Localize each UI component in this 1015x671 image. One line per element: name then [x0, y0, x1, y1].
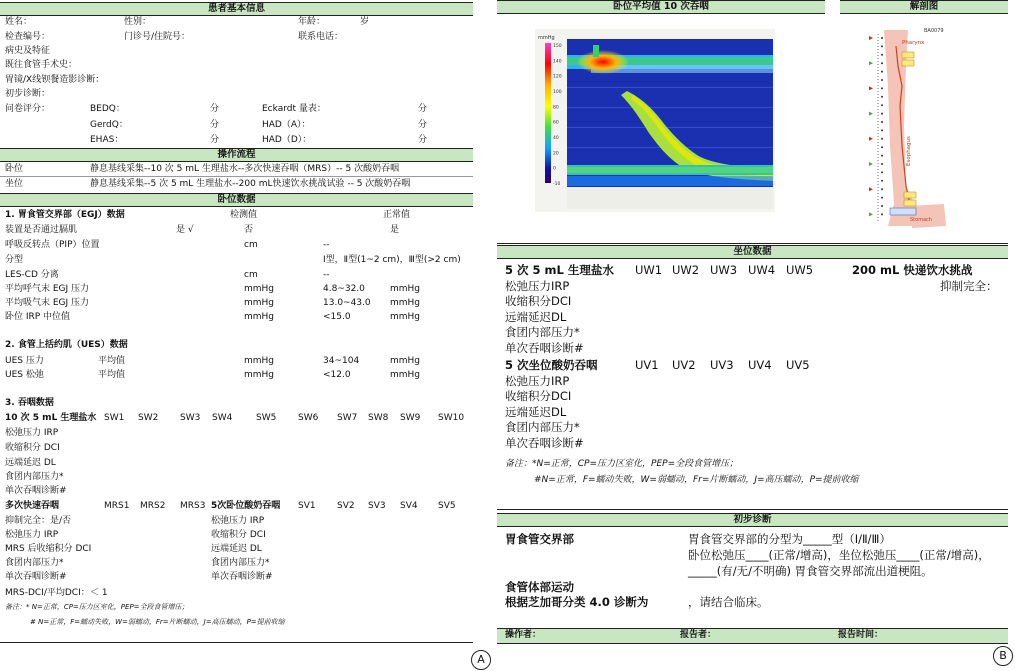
colorbar-ticks	[553, 43, 562, 187]
uw-col-4: UW4	[748, 263, 776, 277]
sw-row-1: 松弛压力 IRP	[5, 428, 59, 438]
exp-pressure-range: 4.8~32.0	[323, 284, 365, 294]
mrs-row-5: 单次吞咽诊断#	[5, 572, 67, 582]
sensor-dot	[881, 129, 883, 131]
panel-label-b: B	[993, 646, 1013, 666]
ues-relax-label: UES 松弛	[5, 370, 44, 380]
sv-row-5: 单次吞咽诊断#	[211, 572, 273, 582]
sw-col-8: SW8	[368, 413, 389, 423]
insp-pressure-range-unit: mmHg	[390, 298, 421, 308]
ratio-value: ＜ 1	[90, 588, 108, 598]
bedq-label: BEDQ：	[90, 104, 125, 114]
sw-col-2: SW2	[138, 413, 159, 423]
sv-row-3: 远端延迟 DL	[211, 544, 262, 554]
insp-pressure-label: 平均吸气末 EGJ 压力	[5, 298, 90, 308]
ues-pressure-label: UES 压力	[5, 356, 44, 366]
sensor-dot	[881, 188, 883, 190]
ues-relax-range-unit: mmHg	[390, 370, 421, 380]
lescd-normal: --	[323, 270, 330, 280]
sensor-dot	[881, 121, 883, 123]
uv-col-2: UV2	[672, 358, 696, 372]
sw-col-3: SW3	[180, 413, 201, 423]
ehas-label: EHAS：	[90, 135, 124, 145]
uw-col-2: UW2	[672, 263, 700, 277]
water-challenge-title: 200 mL 快递饮水挑战	[852, 263, 973, 277]
ues-hotspot	[577, 50, 629, 74]
mrs-row-3: MRS 后收缩积分 DCI	[5, 544, 92, 554]
gerdq-unit: 分	[210, 120, 220, 130]
sv-row-2: 收缩积分 DCI	[211, 530, 266, 540]
egj-dx-line-1: 胃食管交界部的分型为_____型（Ⅰ/Ⅱ/Ⅲ）	[688, 532, 891, 546]
eckardt-label: Eckardt 量表：	[262, 104, 326, 114]
sensor-dot	[881, 155, 883, 157]
exp-pressure-unit: mmHg	[244, 284, 275, 294]
uv-row-4: 食团内部压力*	[505, 420, 580, 434]
sensor-dot	[881, 213, 883, 215]
uv-col-1: UV1	[635, 358, 659, 372]
age-label: 年龄：	[298, 17, 326, 27]
sensor-dot	[881, 71, 883, 73]
esophagus-label: Esophagus	[906, 136, 912, 166]
uw-col-5: UW5	[786, 263, 814, 277]
egj-dx-label: 胃食管交界部	[505, 532, 574, 546]
uw-row-3: 远端延迟DL	[505, 310, 567, 324]
exp-pressure-range-unit: mmHg	[390, 284, 421, 294]
sensor-dot	[881, 87, 883, 89]
sensor-marker	[869, 86, 873, 90]
colorbar-tick-3: 120	[553, 74, 562, 80]
swallow-section-title: 3. 吞咽数据	[5, 398, 54, 408]
sitting-procedure: 静息基线采集--5 次 5 mL 生理盐水--200 mL快速饮水挑战试验 -- 5 次酸奶吞咽	[90, 179, 411, 189]
uv-col-5: UV5	[786, 358, 810, 372]
ehas-unit: 分	[210, 135, 220, 145]
lescd-unit: cm	[244, 270, 258, 280]
pip-normal: --	[323, 240, 330, 250]
dx-header: 初步诊断	[497, 513, 1008, 527]
type-label: 分型	[5, 255, 24, 265]
body-dx-label-1: 食管体部运动	[505, 580, 574, 594]
sw-col-9: SW9	[400, 413, 421, 423]
sensor-marker	[869, 212, 873, 216]
sensor-dot	[881, 113, 883, 115]
colorbar-tick-9: 0	[553, 166, 556, 172]
ues-pressure-unit: mmHg	[244, 356, 275, 366]
sw-row-5: 单次吞咽诊断#	[5, 486, 67, 496]
type-values: Ⅰ型，Ⅱ型(1~2 cm)，Ⅲ型(>2 cm)	[323, 255, 461, 265]
surgery-label: 既往食管手术史：	[5, 60, 78, 70]
insp-pressure-range: 13.0~43.0	[323, 298, 371, 308]
name-label: 姓名：	[5, 17, 33, 27]
sensor-dot	[881, 180, 883, 182]
ues-relax-range: <12.0	[323, 370, 351, 380]
basic-info-header: 患者基本信息	[0, 2, 473, 16]
irp-median-unit: mmHg	[244, 312, 275, 322]
uw-col-3: UW3	[710, 263, 738, 277]
reporter-label: 报告者：	[680, 630, 717, 640]
anatomy-id: BA0079	[924, 28, 944, 34]
sensor-marker	[869, 137, 873, 141]
sensor-dot	[881, 146, 883, 148]
sensor-dot	[881, 62, 883, 64]
sw-col-4: SW4	[212, 413, 233, 423]
topography-header: 卧位平均值 10 次吞咽	[497, 0, 825, 14]
mrs-col-3: MRS3	[180, 501, 206, 511]
pharynx-label: Pharynx	[902, 40, 925, 46]
sitting-data-header: 坐位数据	[497, 245, 1008, 259]
sensor-marker	[869, 162, 873, 166]
uw-col-1: UW1	[635, 263, 663, 277]
sv-row-1: 松弛压力 IRP	[211, 516, 265, 526]
gerdq-label: GerdQ：	[90, 120, 128, 130]
anatomy-figure	[866, 26, 948, 231]
history-label: 病史及特征	[5, 46, 51, 56]
ues-relax-unit: mmHg	[244, 370, 275, 380]
sv-row-4: 食团内部压力*	[211, 558, 270, 568]
operator-label: 操作者：	[505, 630, 542, 640]
sensor-dot	[881, 205, 883, 207]
colorbar-tick-5: 80	[553, 105, 559, 111]
irp-median-range-unit: mmHg	[390, 312, 421, 322]
sw-row-2: 收缩积分 DCI	[5, 443, 60, 453]
sw-col-5: SW5	[256, 413, 277, 423]
uv-row-1: 松弛压力IRP	[505, 374, 570, 388]
phone-label: 联系电话：	[298, 32, 344, 42]
had-d-label: HAD（D）：	[262, 135, 312, 145]
sensor-dot	[881, 171, 883, 173]
had-a-unit: 分	[418, 120, 428, 130]
crossing-no: 否	[244, 225, 254, 235]
sensor-dot	[881, 79, 883, 81]
questionnaire-label: 问卷评分：	[5, 104, 51, 114]
colorbar-tick-1: 150	[553, 44, 562, 49]
bedq-unit: 分	[210, 104, 220, 114]
lescd-label: LES-CD 分离	[5, 270, 59, 280]
sensor-marker	[869, 36, 873, 40]
sensor-dot	[881, 45, 883, 47]
right-note-2: #N=正常，F=蠕动失败，W=弱蠕动，Fr=片断蠕动，J=高压蠕动，P=提前收缩	[534, 475, 859, 485]
colorbar-tick-8: 20	[553, 151, 559, 157]
mrs-col-1: MRS1	[104, 501, 130, 511]
ues-pressure-range: 34~104	[323, 356, 360, 366]
ues-relax-mean: 平均值	[98, 370, 126, 380]
ues-section-title: 2. 食管上括约肌（UES）数据	[5, 340, 128, 350]
exp-pressure-label: 平均呼气末 EGJ 压力	[5, 284, 90, 294]
mrs-col-2: MRS2	[140, 501, 166, 511]
irp-median-label: 卧位 IRP 中位值	[5, 312, 71, 322]
sv-col-5: SV5	[438, 501, 456, 511]
colorbar-tick-10: -10	[553, 182, 561, 187]
age-unit: 岁	[360, 17, 370, 27]
inhibit-label: 抑制完全：	[940, 279, 998, 293]
colorbar-unit: mmHg	[538, 35, 555, 41]
anatomy-header: 解剖图	[840, 0, 1008, 14]
sensor-marker	[869, 61, 873, 65]
uw-row-1: 松弛压力IRP	[505, 279, 570, 293]
pressure-topography-plot	[535, 29, 775, 212]
exam-no-label: 检查编号：	[5, 32, 51, 42]
sensor-dot	[881, 96, 883, 98]
sensor-dot	[881, 163, 883, 165]
uv-row-5: 单次吞咽诊断#	[505, 436, 584, 450]
sw-row-3: 远端延迟 DL	[5, 458, 56, 468]
detected-header: 检测值	[230, 210, 258, 220]
crossing-label: 装置是否通过膈肌	[5, 225, 78, 235]
sw-col-6: SW6	[298, 413, 319, 423]
irp-median-range: <15.0	[323, 312, 351, 322]
sv-col-3: SV3	[368, 501, 386, 511]
colorbar-tick-2: 140	[553, 59, 562, 65]
uv-title: 5 次坐位酸奶吞咽	[505, 358, 598, 372]
right-note-1: 备注：*N=正常，CP=压力区室化，PEP=全段食管增压；	[505, 459, 739, 469]
body-dx-label-2: 根据芝加哥分类 4.0 诊断为	[505, 595, 649, 609]
normal-header: 正常值	[383, 210, 411, 220]
sensor-marker	[869, 187, 873, 191]
ues-pressure-range-unit: mmHg	[390, 356, 421, 366]
egj-dx-line-2: 卧位松弛压____(正常/增高)，坐位松弛压____(正常/增高)，	[688, 548, 990, 562]
colorbar-tick-7: 40	[553, 136, 559, 141]
signature-bar	[497, 628, 1008, 644]
sensor-marker	[869, 112, 873, 116]
uv-row-3: 远端延迟DL	[505, 405, 567, 419]
uw-row-5: 单次吞咽诊断#	[505, 341, 584, 355]
sensor-dot	[881, 197, 883, 199]
colorbar-tick-6: 60	[553, 120, 559, 126]
procedure-header: 操作流程	[0, 148, 473, 162]
left-note-1: 备注：* N=正常，CP=压力区室化，PEP=全段食管增压；	[5, 603, 189, 611]
mrs-row-4: 食团内部压力*	[5, 558, 64, 568]
supine-label: 卧位	[5, 164, 24, 174]
sw-title: 10 次 5 mL 生理盐水	[5, 413, 97, 423]
insp-pressure-unit: mmHg	[244, 298, 275, 308]
sv-title: 5次卧位酸奶吞咽	[211, 501, 281, 511]
uv-col-3: UV3	[710, 358, 734, 372]
ues-pressure-mean: 平均值	[98, 356, 126, 366]
body-dx-tail: ，请结合临床。	[688, 595, 769, 609]
had-a-label: HAD（A）：	[262, 120, 311, 130]
stomach-label: Stomach	[910, 217, 933, 223]
sensor-dot	[881, 138, 883, 140]
egj-dx-line-3: _____(有/无/不明确) 胃食管交界部流出道梗阻。	[688, 564, 933, 578]
initial-dx-label: 初步诊断：	[5, 89, 51, 99]
clinic-no-label: 门诊号/住院号：	[124, 32, 191, 42]
sw-row-4: 食团内部压力*	[5, 472, 64, 482]
pressure-topography-svg	[535, 29, 775, 212]
colorbar-tick-4: 100	[553, 90, 562, 95]
sv-col-2: SV2	[337, 501, 355, 511]
pip-label: 呼吸反转点（PIP）位置	[5, 240, 100, 250]
sensor-dot	[881, 37, 883, 39]
pip-unit: cm	[244, 240, 258, 250]
sw-col-7: SW7	[337, 413, 358, 423]
xray-label: 胃镜/X线钡餐造影诊断：	[5, 75, 105, 85]
uw-title: 5 次 5 mL 生理盐水	[505, 263, 614, 277]
supine-data-header: 卧位数据	[0, 193, 473, 207]
sensor-dot	[881, 54, 883, 56]
mrs-row-1: 抑制完全：是/否	[5, 516, 72, 526]
uw-row-2: 收缩积分DCI	[505, 294, 572, 308]
uw-row-4: 食团内部压力*	[505, 325, 580, 339]
report-time-label: 报告时间：	[838, 630, 884, 640]
sitting-label: 坐位	[5, 179, 24, 189]
mrs-title: 多次快速吞咽	[5, 501, 60, 511]
crossing-yes-checked: 是 √	[176, 225, 194, 235]
mrs-row-2: 松弛压力 IRP	[5, 530, 59, 540]
gender-label: 性别：	[124, 17, 152, 27]
colorbar	[545, 43, 551, 183]
uv-col-4: UV4	[748, 358, 772, 372]
left-note-2: # N=正常，F=蠕动失败，W=弱蠕动，Fr=片断蠕动，J=高压蠕动，P=提前收缩	[30, 618, 285, 626]
sv-col-1: SV1	[298, 501, 316, 511]
sw-col-1: SW1	[104, 413, 125, 423]
sv-col-4: SV4	[400, 501, 418, 511]
ratio-label: MRS-DCI/平均DCI：	[5, 588, 90, 598]
panel-label-a: A	[471, 650, 491, 670]
eckardt-unit: 分	[418, 104, 428, 114]
sw-col-10: SW10	[438, 413, 465, 423]
supine-procedure: 静息基线采集--10 次 5 mL 生理盐水--多次快速吞咽（MRS）-- 5 次酸奶吞咽	[90, 164, 400, 174]
crossing-normal: 是	[390, 225, 400, 235]
sensor-dot	[881, 104, 883, 106]
had-d-unit: 分	[418, 135, 428, 145]
egj-section-title: 1. 胃食管交界部（EGJ）数据	[5, 210, 125, 220]
uv-row-2: 收缩积分DCI	[505, 389, 572, 403]
